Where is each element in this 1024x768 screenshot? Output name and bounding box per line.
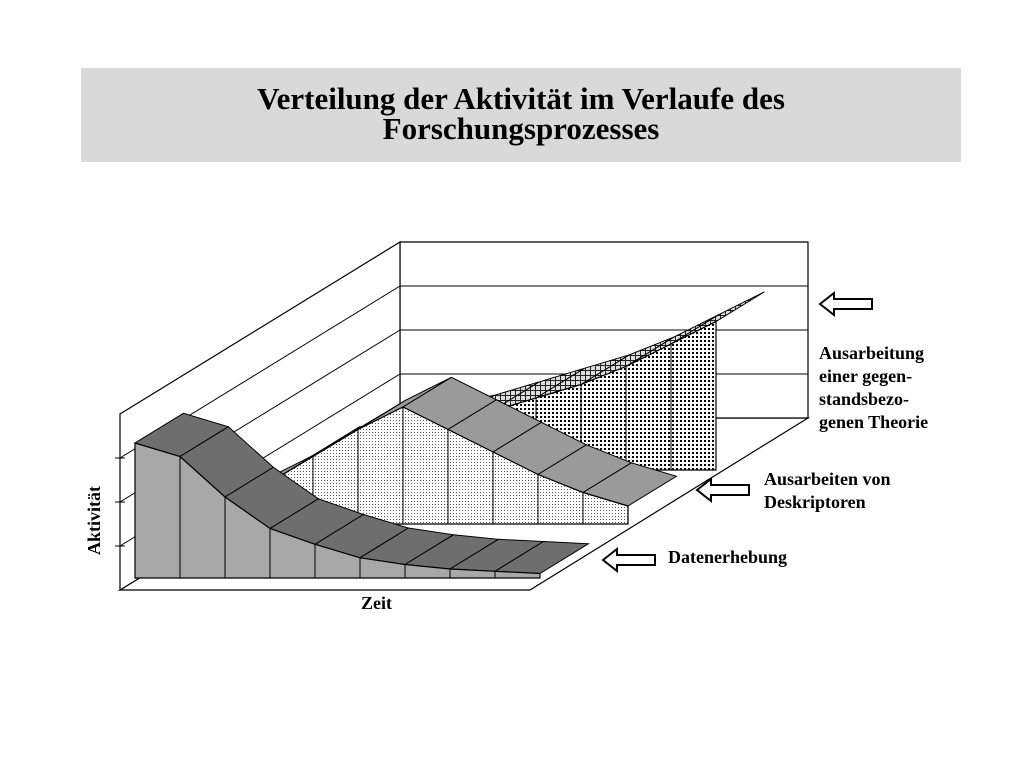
series-label-line: einer gegen- (819, 366, 913, 386)
series-label-line: Ausarbeitung (819, 343, 925, 363)
series-label-line: standsbezo- (819, 389, 910, 409)
arrow-datenerhebung (603, 549, 655, 571)
x-axis-label: Zeit (361, 593, 392, 613)
series-label-theorie (819, 342, 928, 434)
arrow-theorie (820, 293, 872, 315)
y-axis-label: Aktivität (84, 486, 104, 555)
series-label-line: Deskriptoren (764, 492, 866, 512)
series-label-line: genen Theorie (819, 412, 929, 432)
series-label-deskriptoren (764, 468, 891, 514)
series-label-line: Ausarbeiten von (764, 469, 891, 489)
series-label-datenerhebung (668, 546, 787, 569)
chart-title-line-2: Forschungsprozesses (382, 111, 660, 146)
chart-title-line-1: Verteilung der Aktivität im Verlaufe des (257, 81, 785, 116)
series-label-line: Datenerhebung (668, 547, 788, 567)
